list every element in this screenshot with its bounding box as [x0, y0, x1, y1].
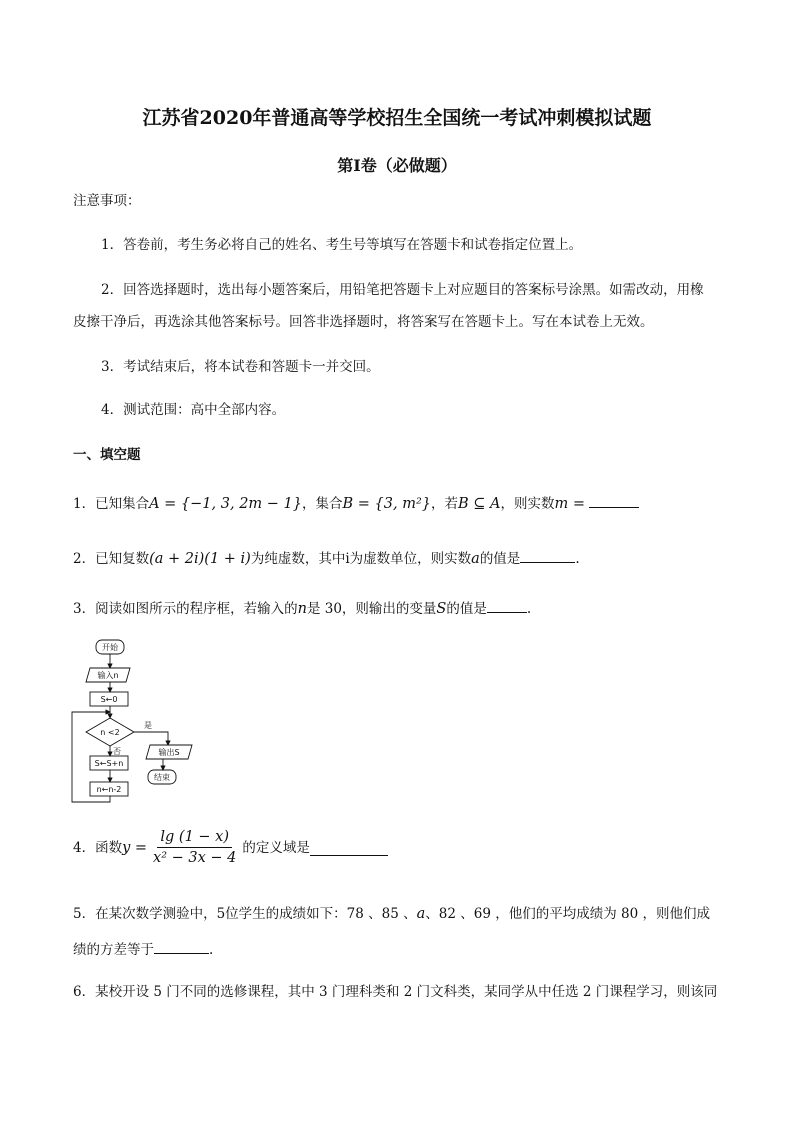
- notice-item-4: 4．测试范围：高中全部内容。: [101, 402, 286, 418]
- question-3: [73, 597, 531, 619]
- q3-end: .: [526, 601, 532, 617]
- page-subtitle: 第I卷（必做题）: [337, 156, 457, 175]
- q1-suffix: ，则实数: [500, 496, 555, 512]
- q1-mid2: ，若: [430, 496, 458, 512]
- notice-item-2-line-2: 皮擦干净后，再选涂其他答案标号。回答非选择题时，将答案写在答题卡上。写在本试卷上无效。: [73, 314, 654, 330]
- q2-answer-blank[interactable]: [520, 547, 575, 563]
- flow-end-label: 结束: [154, 773, 170, 782]
- notice-item-1: 1．答卷前，考生务必将自己的姓名、考生号等填写在答题卡和试卷指定位置上。: [101, 237, 583, 253]
- q3-prefix: 3．阅读如图所示的程序框，若输入的: [73, 601, 298, 617]
- notice-item-3: 3．考试结束后，将本试卷和答题卡一并交回。: [101, 359, 380, 375]
- q1-condition: B ⊆ A: [457, 496, 501, 512]
- q3-mid: 是 30，则输出的变量: [306, 601, 437, 617]
- q3-var-s: S: [436, 601, 447, 617]
- q4-denominator: x² − 3x − 4: [153, 850, 237, 866]
- question-5-line-2: [73, 938, 213, 960]
- q4-prefix: 4．函数: [73, 839, 123, 856]
- q2-variable: a: [471, 551, 480, 567]
- flow-output-label: 输出S: [158, 748, 180, 757]
- q3-suffix: 的值是: [446, 601, 487, 617]
- q3-answer-blank[interactable]: [487, 597, 527, 613]
- flowchart: [68, 636, 198, 806]
- q2-mid: 为纯虚数，其中i为虚数单位，则实数: [250, 551, 472, 567]
- q2-prefix: 2．已知复数: [73, 551, 150, 567]
- question-6: 6．某校开设 5 门不同的选修课程，其中 3 门理科类和 2 门文科类，某同学从中任选 2 门课程学习，则该同: [73, 984, 718, 1000]
- q5-line1-prefix: 5．在某次数学测验中，5位学生的成绩如下：78 、85 、: [73, 906, 417, 922]
- page-title: 江苏省2020年普通高等学校招生全国统一考试冲刺模拟试题: [142, 107, 652, 129]
- q1-variable: m =: [554, 496, 585, 512]
- q4-fraction: [150, 828, 239, 867]
- notice-item-2-line-1: 2．回答选择题时，选出每小题答案后，用铅笔把答题卡上对应题目的答案标号涂黑。如需改动，用橡: [101, 282, 704, 298]
- q1-set-a: A = {−1, 3, 2m − 1}: [149, 496, 302, 512]
- flow-init-label: S←0: [100, 695, 118, 704]
- q5-end: .: [209, 942, 214, 958]
- q1-prefix: 1．已知集合: [73, 496, 150, 512]
- q4-lhs: y =: [122, 839, 148, 856]
- flow-decrement-label: n←n-2: [96, 785, 122, 794]
- q2-end: .: [575, 551, 580, 567]
- question-5-line-1: [73, 904, 710, 924]
- q5-answer-blank[interactable]: [154, 938, 209, 954]
- q5-line1-suffix: 、82 、69 ，他们的平均成绩为 80 ，则他们成: [425, 906, 710, 922]
- question-4: [73, 828, 388, 867]
- flow-input-label: 输入n: [97, 671, 119, 680]
- flow-sum-label: S←S+n: [94, 759, 124, 768]
- q1-answer-blank[interactable]: [589, 492, 639, 508]
- q1-set-b: B = {3, m²}: [342, 496, 431, 512]
- q2-suffix: 的值是: [479, 551, 521, 567]
- q1-mid: ，集合: [302, 496, 343, 512]
- q4-numerator: lg (1 − x): [157, 828, 232, 848]
- question-2: [73, 547, 580, 569]
- flow-start-label: 开始: [102, 643, 118, 652]
- notice-heading: 注意事项：: [73, 193, 141, 209]
- q5-variable: a: [416, 906, 426, 922]
- q3-var-n: n: [297, 601, 307, 617]
- flow-no-label: 否: [113, 747, 121, 756]
- q2-expression: (a + 2i)(1 + i): [149, 551, 251, 567]
- flow-yes-label: 是: [144, 721, 152, 730]
- q4-answer-blank[interactable]: [310, 840, 388, 856]
- q5-line2: 绩的方差等于: [73, 942, 154, 958]
- question-1: [73, 492, 639, 514]
- flow-condition-label: n <2: [100, 728, 120, 737]
- q4-suffix: 的定义域是: [242, 839, 310, 856]
- section-heading-fill-in: 一、填空题: [73, 447, 141, 463]
